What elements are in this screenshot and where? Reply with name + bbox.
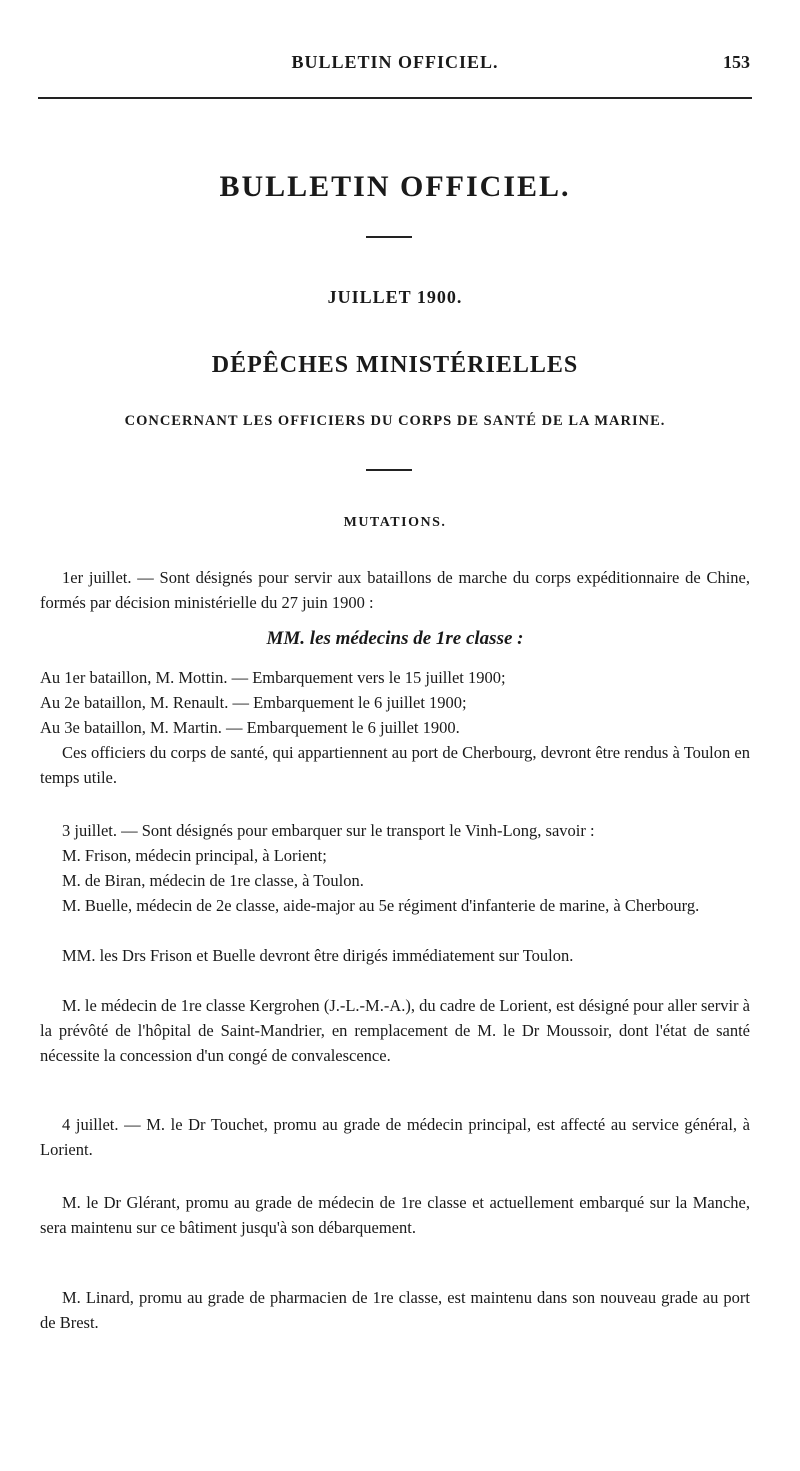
paragraph-6: M. Linard, promu au grade de pharmacien de 1re classe, est maintenu dans son nouveau grade au port de Brest.	[40, 1288, 750, 1332]
paragraph-5: M. le Dr Glérant, promu au grade de médecin de 1re classe et actuellement embarqué sur la Manche, sera maintenu sur ce bâtiment jusqu'à son débarquement.	[40, 1193, 750, 1237]
section-subtitle: CONCERNANT LES OFFICIERS DU CORPS DE SANTÉ DE LA MARINE.	[124, 413, 666, 429]
paragraph-4: 4 juillet. — M. le Dr Touchet, promu au grade de médecin principal, est affecté au service général, à Lorient.	[40, 1115, 750, 1159]
running-title: BULLETIN OFFICIEL.	[291, 52, 499, 72]
list-item: M. Frison, médecin principal, à Lorient;	[62, 846, 327, 865]
section-title: DÉPÊCHES MINISTÉRIELLES	[211, 352, 579, 378]
list-item: Au 2e bataillon, M. Renault. — Embarquement le 6 juillet 1900;	[40, 693, 467, 712]
running-header	[40, 52, 750, 82]
paragraph-2: 3 juillet. — Sont désignés pour embarquer sur le transport le Vinh-Long, savoir :	[62, 821, 595, 840]
title-rule	[366, 236, 412, 238]
paragraph-2-note: MM. les Drs Frison et Buelle devront être dirigés immédiatement sur Toulon.	[62, 946, 574, 965]
section-rule	[366, 469, 412, 471]
header-rule	[38, 97, 752, 99]
paragraph-1-note: Ces officiers du corps de santé, qui appartiennent au port de Cherbourg, devront être rendus à Toulon en temps utile.	[40, 743, 750, 787]
paragraph-2-line-3: M. Buelle, médecin de 2e classe, aide-major au 5e régiment d'infanterie de marine, à Cherbourg.	[62, 896, 700, 915]
paragraph-1-subheading: MM. les médecins de 1re classe :	[266, 628, 524, 649]
list-item: Au 3e bataillon, M. Martin. — Embarquement le 6 juillet 1900.	[40, 718, 460, 737]
list-item: Au 1er bataillon, M. Mottin. — Embarquement vers le 15 juillet 1900;	[40, 668, 506, 687]
date-heading: JUILLET 1900.	[327, 287, 463, 307]
paragraph-3: M. le médecin de 1re classe Kergrohen (J.-L.-M.-A.), du cadre de Lorient, est désigné pour aller servir à la prévôté de l'hôpital de Saint-Mandrier, en remplacement de M. le Dr Moussoir, dont l'état de santé nécessite la concession d'un congé de convalescence.	[40, 996, 750, 1065]
list-item: M. de Biran, médecin de 1re classe, à Toulon.	[62, 871, 364, 890]
mutations-heading: MUTATIONS.	[343, 515, 447, 530]
page-number: 153	[723, 52, 750, 72]
paragraph-1: 1er juillet. — Sont désignés pour servir aux bataillons de marche du corps expéditionnaire de Chine, formés par décision ministérielle du 27 juin 1900 :	[40, 568, 750, 612]
main-title: BULLETIN OFFICIEL.	[219, 170, 571, 203]
